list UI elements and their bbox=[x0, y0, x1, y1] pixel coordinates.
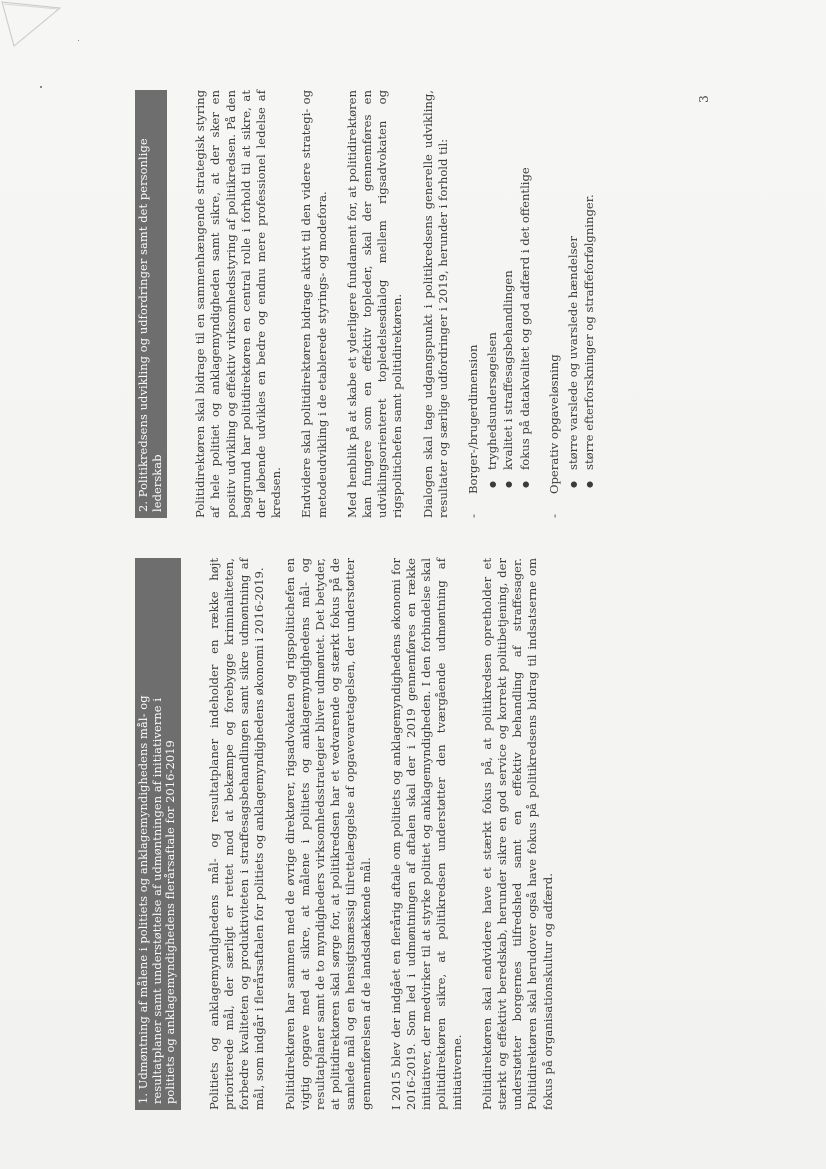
section-1-heading bbox=[135, 558, 181, 1110]
rotated-content bbox=[135, 90, 735, 1110]
section-2 bbox=[135, 90, 611, 518]
list-item bbox=[547, 90, 598, 518]
section-1-heading-line-1: 1. Udmøntning af målene i politiets og anklagemyndighedens mål- og bbox=[136, 695, 150, 1104]
section-1-heading-line-3: politiets og anklagemyndighedens flerårsaftale for 2016-2019 bbox=[163, 740, 178, 1104]
list-item-label: Borger-/brugerdimension bbox=[466, 344, 481, 494]
section-2-paragraph: Med henblik på at skabe et yderligere fundament for, at politidirektøren kan fungere som en effektiv topleder, skal der gennemføres en udviklingsorienteret topledelsesdialog mellem rigsadvokaten og rigspolitichefen samt politidirektøren. bbox=[344, 90, 405, 518]
scan-speck bbox=[78, 40, 79, 41]
dialog-topic-list bbox=[466, 90, 597, 518]
sub-list-item: ● større varslede og uvarslede hændelser bbox=[566, 90, 581, 494]
section-1-paragraph: Politidirektøren har sammen med de øvrige direktører, rigsadvokaten og rigspolitichefen en vigtig opgave med at sikre, at målene i politiets og anklagemyndighedens mål- og resultatplaner samt de to myndigheders virksomhedsstrategier bliver udmøntet. Det betyder, at politidirektøren skal sørge for, at politikredsen har et vedvarende og stærkt fokus på de samlede mål og en hensigtsmæssig tilrettelæggelse af opgavevaretagelsen, der understøtter gennemførelsen af de landsdækkende mål. bbox=[282, 558, 373, 1110]
section-1-paragraph: Politiets og anklagemyndighedens mål- og resultatplaner indeholder en række højt prioriterede mål, der særligt er rettet mod at bekæmpe og forebygge kriminaliteten, forbedre kvaliteten og produktiviteten i straffesagsbehandlingen samt sikre udmøntning af mål, som indgår i flerårsaftalen for politiets og anklagemyndighedens økonomi i 2016-2019. bbox=[206, 558, 267, 1110]
sub-list bbox=[485, 90, 533, 494]
sub-list bbox=[566, 90, 597, 494]
section-1-paragraph: Politidirektøren skal endvidere have et stærkt fokus på, at politikredsen opretholder et stærkt og effektivt beredskab, herunder sikre en god service og korrekt politibetjening, der understøtter borgernes tilfredshed samt en effektiv behandling af straffesager. Politidirektøren skal herudover også have fokus på politikredsens bidrag til indsatserne om fokus på organisationskultur og adfærd. bbox=[479, 558, 555, 1110]
folded-corner-mark bbox=[0, 0, 80, 60]
sub-list-item: ● kvalitet i straffesagsbehandlingen bbox=[501, 90, 516, 494]
section-1-heading-line-2: resultatplaner samt understøttelse af udmøntningen af initiativerne i bbox=[149, 697, 164, 1104]
section-2-paragraph: Politidirektøren skal bidrage til en sammenhængende strategisk styring af hele politiet og anklagemyndigheden samt sikre, at der sker en positiv udvikling og effektiv virksomhedsstyring af politikredsen. På den baggrund har politidirektøren en central rolle i forhold til at sikre, at der løbende udvikles en bedre og endnu mere professionel ledelse af kredsen. bbox=[193, 90, 284, 518]
list-item-label: Operativ opgaveløsning bbox=[546, 354, 561, 494]
list-item bbox=[466, 90, 533, 518]
section-2-heading bbox=[135, 90, 167, 518]
page-number: 3 bbox=[696, 95, 711, 103]
sub-list-item: ● fokus på datakvalitet og god adfærd i det offentlige bbox=[518, 90, 533, 494]
section-2-paragraph: Dialogen skal tage udgangspunkt i politikredsens generelle udvikling, resultater og særlige udfordringer i 2019, herunder i forhold til: bbox=[420, 90, 450, 518]
section-1-paragraph: I 2015 blev der indgået en flerårig aftale om politiets og anklagemyndighedens økonomi for 2016-2019. Som led i udmøntningen af aftalen skal der i 2019 gennemføres en række initiativer, der medvirker til at styrke politiet og anklagemyndigheden. I den forbindelse skal politidirektøren sikre, at politikredsen understøtter den tværgående udmøntning af initiativerne. bbox=[388, 558, 464, 1110]
sub-list-item: ● tryghedsundersøgelsen bbox=[485, 90, 500, 494]
section-1 bbox=[135, 558, 571, 1110]
section-2-paragraph: Endvidere skal politidirektøren bidrage aktivt til den videre strategi- og metodeudvikling i de etablerede styrings- og modefora. bbox=[299, 90, 329, 518]
scan-speck bbox=[40, 86, 42, 88]
sub-list-item: ● større efterforskninger og straffeforfølgninger. bbox=[582, 90, 597, 494]
section-2-heading-text: 2. Politikredsens udvikling og udfordringer samt det personlige lederskab bbox=[136, 138, 164, 512]
